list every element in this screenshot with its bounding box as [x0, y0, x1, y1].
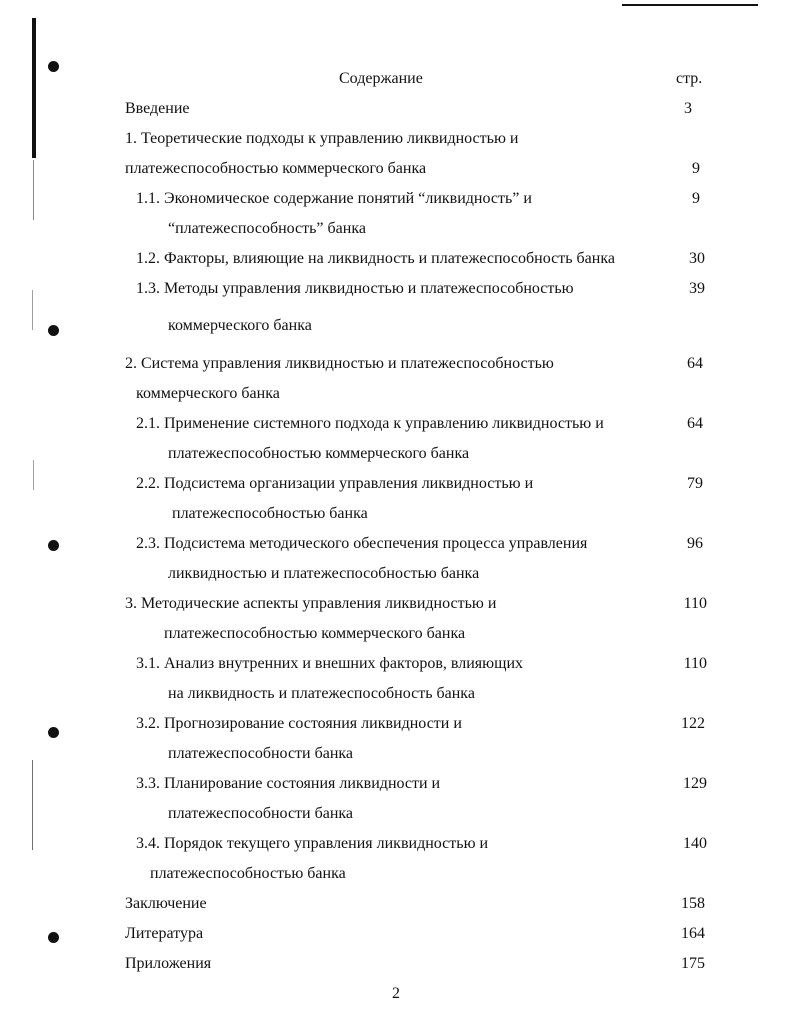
- toc-entry-line: Приложения: [125, 955, 212, 972]
- scan-top-line: [622, 4, 758, 6]
- toc-entry-line: платежеспособности банка: [168, 805, 354, 822]
- toc-page-column-label: стр.: [676, 70, 703, 87]
- toc-title: Содержание: [339, 70, 423, 87]
- toc-entry-line: 1.1. Экономическое содержание понятий “ликвидность” и: [136, 190, 532, 207]
- toc-entry-line: 2.3. Подсистема методического обеспечения процесса управления: [136, 535, 588, 552]
- toc-entry-line: коммерческого банка: [168, 317, 312, 334]
- toc-entry-line: платежеспособностью банка: [150, 865, 346, 882]
- toc-entry-page: 164: [681, 925, 705, 942]
- toc-entry-line: Заключение: [125, 895, 207, 912]
- toc-entry-line: на ликвидность и платежеспособность банка: [168, 685, 475, 702]
- toc-entry-page: 39: [689, 280, 705, 297]
- scan-edge-line: [33, 460, 34, 490]
- punch-hole-mark: [48, 61, 59, 72]
- punch-hole-mark: [48, 727, 59, 738]
- punch-hole-mark: [48, 932, 59, 943]
- toc-entry-page: 79: [687, 475, 703, 492]
- toc-entry-line: 3.2. Прогнозирование состояния ликвидности и: [136, 715, 462, 732]
- toc-entry-page: 175: [681, 955, 705, 972]
- toc-entry-page: 140: [683, 835, 707, 852]
- toc-entry-line: платежеспособностью коммерческого банка: [168, 445, 470, 462]
- toc-entry-line: 1.3. Методы управления ликвидностью и платежеспособностью: [136, 280, 574, 297]
- toc-entry-line: 1. Теоретические подходы к управлению ликвидностью и: [125, 130, 519, 147]
- scan-edge-line: [32, 290, 33, 330]
- toc-entry-page: 110: [683, 595, 707, 612]
- toc-entry-line: 2.2. Подсистема организации управления ликвидностью и: [136, 475, 534, 492]
- toc-entry-page: 110: [683, 655, 707, 672]
- toc-entry-line: 3.1. Анализ внутренних и внешних факторов, влияющих: [136, 655, 523, 672]
- toc-entry-line: 2. Система управления ликвидностью и платежеспособностью: [125, 355, 554, 372]
- toc-entry-line: 2.1. Применение системного подхода к управлению ликвидностью и: [136, 415, 604, 432]
- toc-entry-line: “платежеспособность” банка: [168, 220, 366, 237]
- toc-entry-page: 9: [692, 190, 700, 207]
- toc-entry-page: 129: [683, 775, 707, 792]
- toc-entry-page: 122: [681, 715, 705, 732]
- toc-entry-line: платежеспособностью коммерческого банка: [164, 625, 466, 642]
- toc-entry-page: 158: [681, 895, 705, 912]
- toc-entry-line: платежеспособностью банка: [172, 505, 368, 522]
- toc-entry-line: 3. Методические аспекты управления ликвидностью и: [125, 595, 497, 612]
- toc-entry-page: 3: [684, 100, 692, 117]
- toc-entry-line: платежеспособностью коммерческого банка: [125, 160, 427, 177]
- toc-entry-line: 1.2. Факторы, влияющие на ликвидность и платежеспособность банка: [136, 250, 615, 267]
- toc-entry-line: Литература: [125, 925, 204, 942]
- scan-edge-line: [32, 18, 36, 158]
- toc-entry-line: коммерческого банка: [136, 385, 280, 402]
- page-number: 2: [392, 985, 400, 1002]
- toc-entry-line: 3.3. Планирование состояния ликвидности и: [136, 775, 441, 792]
- punch-hole-mark: [48, 325, 59, 336]
- toc-entry-page: 64: [687, 355, 703, 372]
- toc-entry-page: 30: [689, 250, 705, 267]
- toc-entry-line: 3.4. Порядок текущего управления ликвидностью и: [136, 835, 489, 852]
- toc-entry-page: 9: [692, 160, 700, 177]
- toc-entry-line: ликвидностью и платежеспособностью банка: [168, 565, 480, 582]
- toc-entry-line: Введение: [125, 100, 190, 117]
- toc-entry-page: 64: [687, 415, 703, 432]
- punch-hole-mark: [48, 540, 59, 551]
- toc-entry-line: платежеспособности банка: [168, 745, 354, 762]
- scan-edge-line: [33, 160, 34, 220]
- toc-entry-page: 96: [687, 535, 703, 552]
- scan-edge-line: [32, 760, 33, 850]
